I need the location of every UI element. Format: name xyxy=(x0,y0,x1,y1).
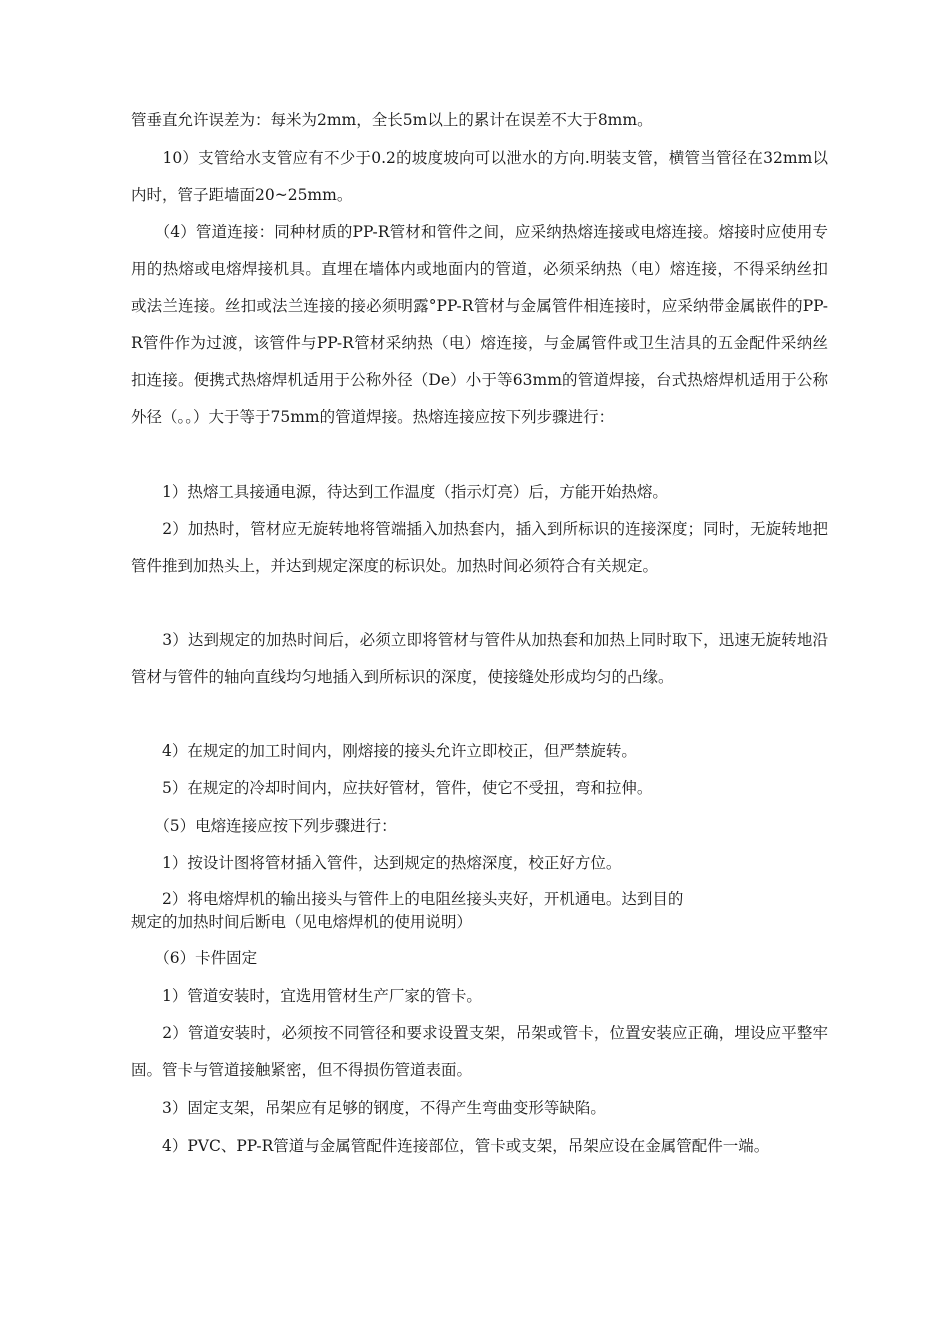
paragraph-clamp-step-1: 1）管道安装时，宜选用管材生产厂家的管卡。 xyxy=(131,987,482,1005)
paragraph-branch-pipe-slope: 10）支管给水支管应有不少于0.2的坡度坡向可以泄水的方向.明装支管，横管当管径在32mm以内时，管子距墙面20~25mm。 xyxy=(131,149,828,204)
paragraph-step-2-heating: 2）加热时，管材应无旋转地将管端插入加热套内，插入到所标识的连接深度；同时，无旋转地把管件推到加热头上，并达到规定深度的标识处。加热时间必须符合有关规定。 xyxy=(131,520,828,575)
paragraph-step-1-power-on: 1）热熔工具接通电源，待达到工作温度（指示灯亮）后，方能开始热熔。 xyxy=(131,483,668,501)
paragraph-ef-step-2: 2）将电熔焊机的输出接头与管件上的电阻丝接头夹好，开机通电。达到目的 xyxy=(131,890,684,908)
paragraph-ef-step-1: 1）按设计图将管材插入管件，达到规定的热熔深度，校正好方位。 xyxy=(131,854,622,872)
paragraph-step-4-correction: 4）在规定的加工时间内，刚熔接的接头允许立即校正，但严禁旋转。 xyxy=(131,742,637,760)
paragraph-clamp-step-3: 3）固定支架，吊架应有足够的钢度，不得产生弯曲变形等缺陷。 xyxy=(131,1099,606,1117)
paragraph-step-5-cooling: 5）在规定的冷却时间内，应扶好管材，管件，使它不受扭，弯和拉伸。 xyxy=(131,779,653,797)
paragraph-pipe-connection: （4）管道连接：同种材质的PP-R管材和管件之间，应采纳热熔连接或电熔连接。熔接时应使用专用的热熔或电熔焊接机具。直埋在墙体内或地面内的管道，必须采纳热（电）熔连接，不得采纳丝扣或法兰连接。丝扣或法兰连接的接必须明露°PP-R管材与金属管件相连接时，应采纳带金属嵌件的PP-R管件作为过渡，该管件与PP-R管材采纳热（电）熔连接，与金属管件或卫生洁具的五金配件采纳丝扣连接。便携式热熔焊机适用于公称外径（De）小于等63mm的管道焊接，台式热熔焊机适用于公称外径（。。）大于等于75mm的管道焊接。热熔连接应按下列步骤进行： xyxy=(131,223,828,426)
paragraph-section-5-electrofusion: （5）电熔连接应按下列步骤进行： xyxy=(131,817,397,835)
paragraph-step-3-insert: 3）达到规定的加热时间后，必须立即将管材与管件从加热套和加热上同时取下，迅速无旋转地沿管材与管件的轴向直线均匀地插入到所标识的深度，使接缝处形成均匀的凸缘。 xyxy=(131,631,828,686)
paragraph-ef-step-2-continued: 规定的加热时间后断电（见电熔焊机的使用说明） xyxy=(131,913,473,931)
paragraph-clamp-step-2: 2）管道安装时，必须按不同管径和要求设置支架，吊架或管卡，位置安装应正确，埋设应平整牢固。管卡与管道接触紧密，但不得损伤管道表面。 xyxy=(131,1024,828,1079)
paragraph-vertical-tolerance: 管垂直允许误差为：每米为2mm，全长5m以上的累计在误差不大于8mm。 xyxy=(131,111,653,129)
paragraph-section-6-clamps: （6）卡件固定 xyxy=(131,949,258,967)
paragraph-clamp-step-4: 4）PVC、PP-R管道与金属管配件连接部位，管卡或支架，吊架应设在金属管配件一端。 xyxy=(131,1137,770,1155)
